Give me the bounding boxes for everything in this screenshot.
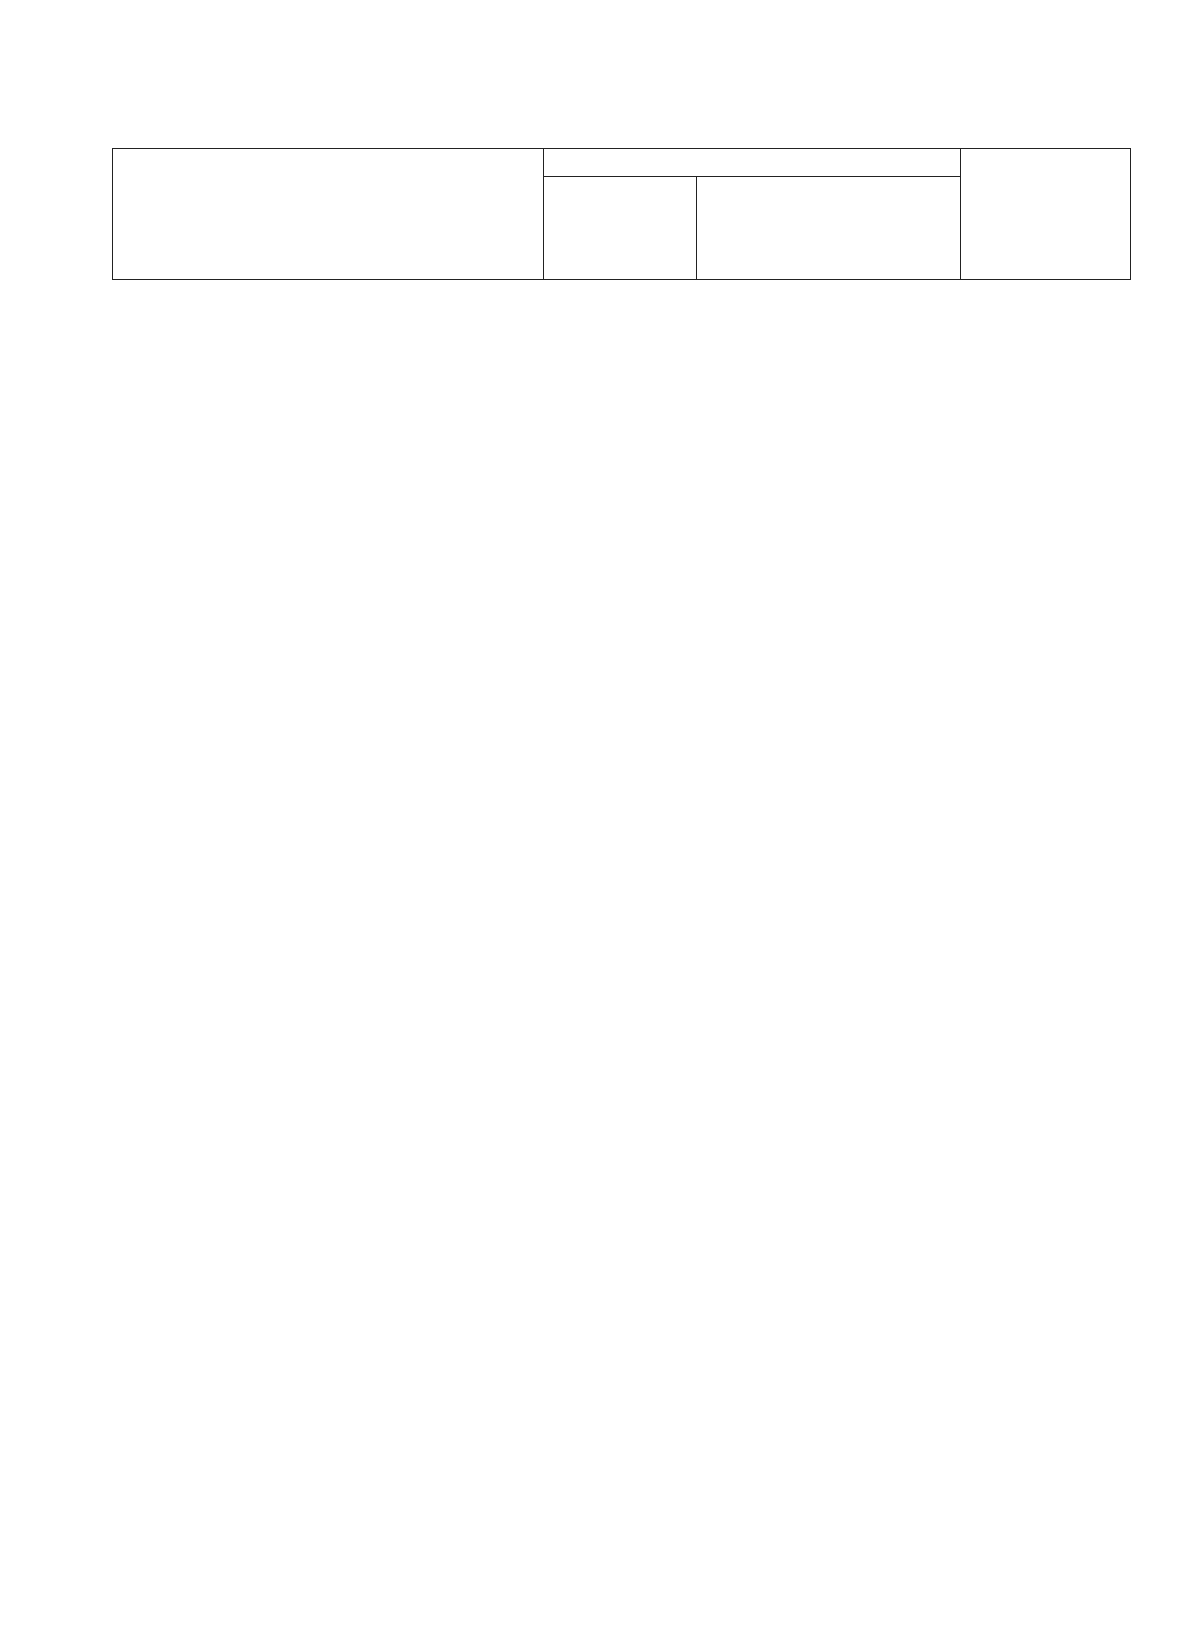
header-budget-classification <box>543 149 960 176</box>
header-revenue-administrator <box>543 176 696 281</box>
header-tatarstan-budget-revenue <box>696 176 960 281</box>
header-cash-execution <box>960 149 1130 281</box>
table-header <box>112 148 1131 280</box>
header-indicator-name <box>113 149 543 281</box>
